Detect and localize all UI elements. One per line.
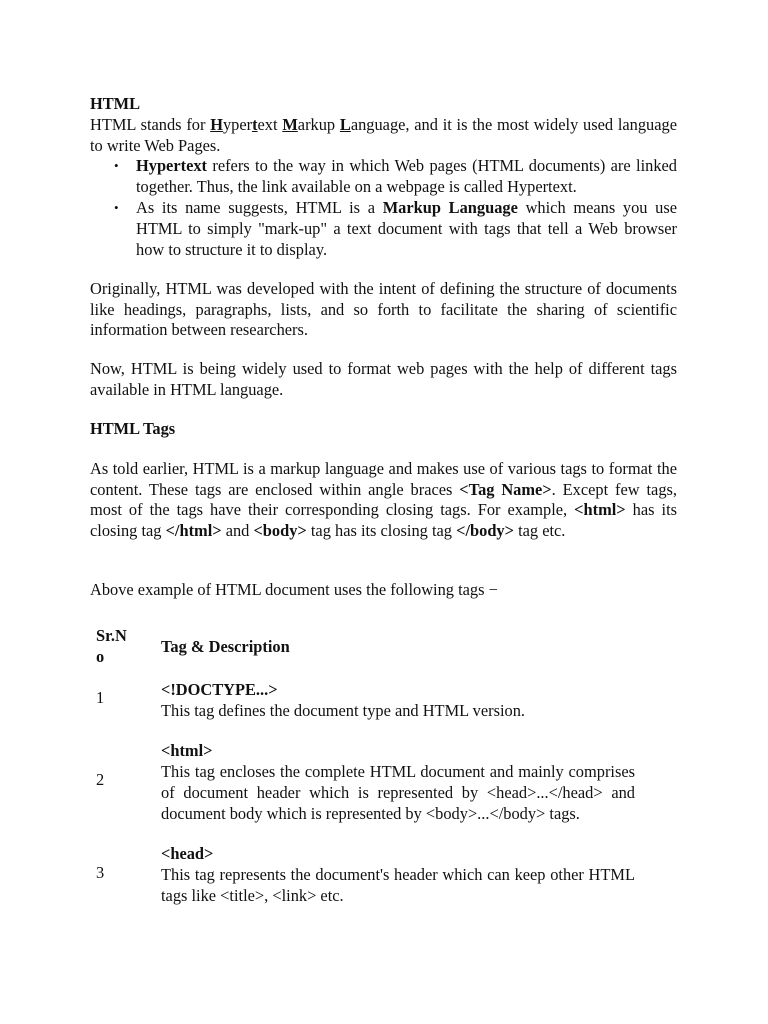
acronym-letter-h: H xyxy=(210,115,223,134)
definition-list xyxy=(90,156,677,261)
table-row xyxy=(90,668,635,729)
row-description: <html> This tag encloses the complete HTML document and mainly comprises of document header which is represented by <head>...</head> and document body which is represented by <body>...</body> tags. xyxy=(161,741,635,823)
acronym-letter-m: M xyxy=(282,115,298,134)
heading-html: HTML xyxy=(90,94,141,113)
paragraph-originally: Originally, HTML was developed with the intent of defining the structure of documents like headings, paragraphs, lists, and so forth to facilitate the sharing of scientific information between researchers. xyxy=(90,279,677,340)
row-number: 1 xyxy=(96,688,105,708)
paragraph-tags: As told earlier, HTML is a markup language and makes use of various tags to format the content. These tags are enclosed within angle braces <Tag Name>. Except few tags, most of the tags have their corresponding closing tags. For example, <html> has its closing tag </html> and <body> tag has its closing tag </body> tag etc. xyxy=(90,459,677,541)
paragraph-above-example: Above example of HTML document uses the following tags − xyxy=(90,580,498,599)
row-number: 3 xyxy=(96,862,105,882)
table-row xyxy=(90,729,635,832)
row-description: <!DOCTYPE...> This tag defines the document type and HTML version. xyxy=(161,680,525,720)
bullet-hypertext: • Hypertext refers to the way in which Web pages (HTML documents) are linked together. Thus, the link available on a webpage is called Hypertext. xyxy=(90,156,677,197)
table-header-row xyxy=(90,626,635,668)
acronym-letter-t: t xyxy=(252,115,258,134)
bullet-markup-language: • As its name suggests, HTML is a Markup Language which means you use HTML to simply "mark-up" a text document with tags that tell a Web browser how to structure it to display. xyxy=(90,198,677,260)
tags-table xyxy=(90,626,635,914)
row-description: <head> This tag represents the document's header which can keep other HTML tags like <title>, <link> etc. xyxy=(161,844,635,905)
table-header-srno: Sr.N o xyxy=(96,626,127,666)
acronym-letter-l: L xyxy=(339,115,351,134)
table-row xyxy=(90,832,635,914)
intro-paragraph: HTML stands for Hypertext Markup Language, and it is the most widely used language to write Web Pages. xyxy=(90,115,677,155)
paragraph-now: Now, HTML is being widely used to format web pages with the help of different tags available in HTML language. xyxy=(90,359,677,399)
row-number: 2 xyxy=(96,770,105,790)
heading-html-tags: HTML Tags xyxy=(90,419,176,438)
table-header-tag-description: Tag & Description xyxy=(161,636,290,656)
